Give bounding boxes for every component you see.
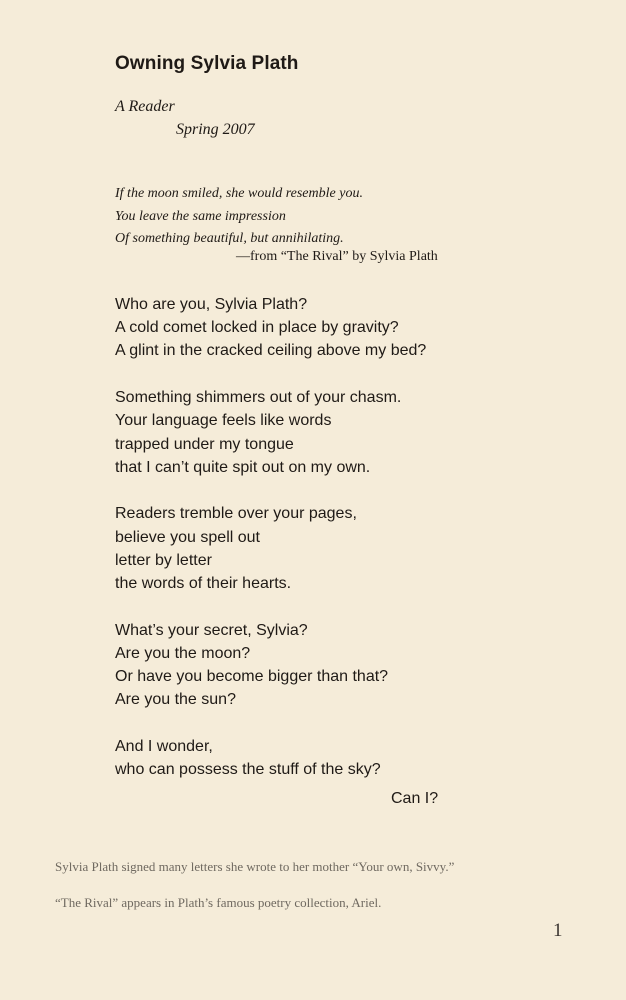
page-number: 1: [553, 920, 563, 941]
poem-line: who can possess the stuff of the sky?: [115, 761, 381, 779]
poem-line: Readers tremble over your pages,: [115, 505, 357, 523]
stanza: [115, 502, 475, 595]
poem-line: the words of their hearts.: [115, 575, 292, 593]
poem-title: Owning Sylvia Plath: [115, 53, 299, 74]
poem-line: What’s your secret, Sylvia?: [115, 621, 308, 639]
footnotes: [55, 859, 575, 911]
poem-closing-line: Can I?: [391, 790, 439, 807]
footnote: “The Rival” appears in Plath’s famous poetry collection, Ariel.: [55, 895, 382, 910]
poem-line: A glint in the cracked ceiling above my bed?: [115, 342, 427, 360]
poem-line: And I wonder,: [115, 738, 213, 756]
poem-line: trapped under my tongue: [115, 435, 294, 453]
poem-line: Are you the sun?: [115, 691, 236, 709]
poem-line: Are you the moon?: [115, 644, 251, 662]
stanza: [115, 386, 475, 479]
poem-line: Something shimmers out of your chasm.: [115, 389, 402, 407]
epigraph-line: If the moon smiled, she would resemble you.: [115, 186, 363, 201]
poem-subtitle: A Reader: [115, 98, 175, 115]
stanza: [115, 735, 475, 781]
poem-line: A cold comet locked in place by gravity?: [115, 319, 399, 337]
poem-date: Spring 2007: [176, 121, 255, 138]
epigraph-line: You leave the same impression: [115, 208, 286, 224]
footnote: Sylvia Plath signed many letters she wrote to her mother “Your own, Sivvy.”: [55, 859, 455, 874]
epigraph-attribution: —from “The Rival” by Sylvia Plath: [236, 249, 438, 264]
poem-line: that I can’t quite spit out on my own.: [115, 458, 371, 476]
poem-line: Or have you become bigger than that?: [115, 668, 389, 686]
poem-line: Who are you, Sylvia Plath?: [115, 296, 308, 313]
poem-body: [115, 293, 475, 805]
poem-line: Your language feels like words: [115, 412, 332, 430]
epigraph: [115, 183, 475, 251]
epigraph-line: Of something beautiful, but annihilating.: [115, 231, 344, 246]
poem-line: believe you spell out: [115, 528, 260, 546]
poem-line: letter by letter: [115, 551, 212, 569]
stanza: [115, 293, 475, 363]
stanza: [115, 619, 475, 712]
